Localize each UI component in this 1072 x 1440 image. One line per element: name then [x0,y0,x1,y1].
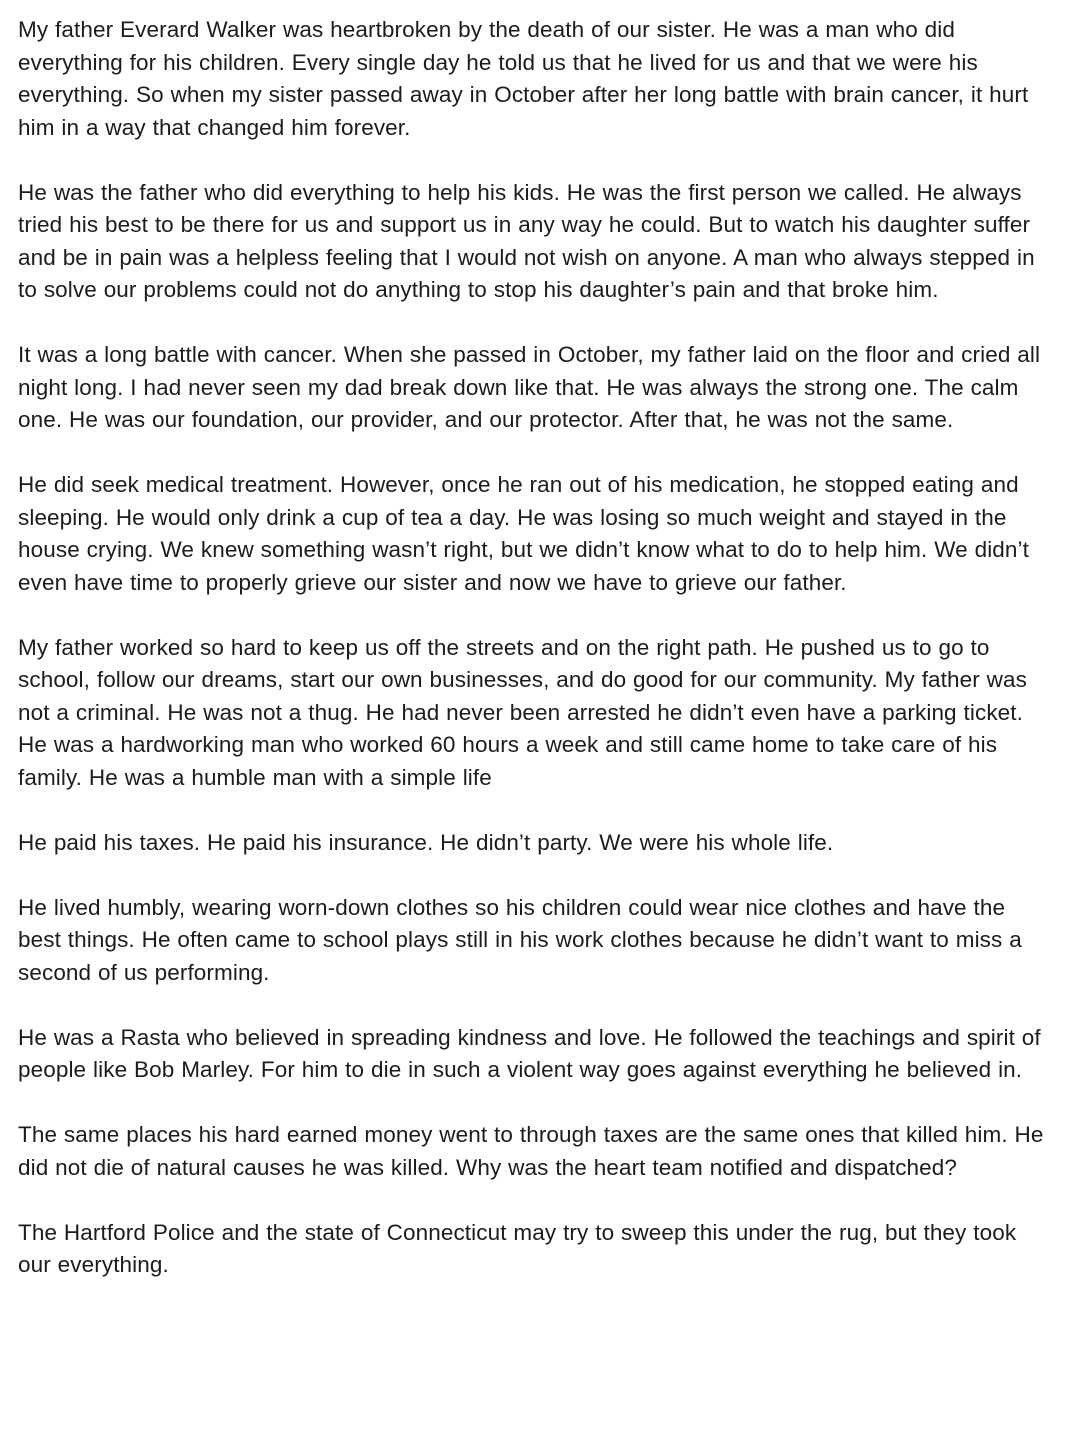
paragraph: He was the father who did everything to help his kids. He was the first person we called. He always tried his best to be there for us and support us in any way he could. But to watch his daughter suffer and be in pain was a helpless feeling that I would not wish on anyone. A man who always stepped in to solve our problems could not do anything to stop his daughter’s pain and that broke him. [18,179,1035,302]
document-body [18,14,1054,1282]
paragraph: The Hartford Police and the state of Connecticut may try to sweep this under the rug, but they took our everything. [18,1219,1017,1277]
paragraph: It was a long battle with cancer. When she passed in October, my father laid on the floor and cried all night long. I had never seen my dad break down like that. He was always the strong one. The calm one. He was our foundation, our provider, and our protector. After that, he was not the same. [18,342,1041,432]
paragraph: My father worked so hard to keep us off the streets and on the right path. He pushed us to go to school, follow our dreams, start our own businesses, and do good for our community. My father was not a criminal. He was not a thug. He had never been arrested he didn’t even have a parking ticket. He was a hardworking man who worked 60 hours a week and still came home to take care of his family. He was a humble man with a simple life [18,634,1027,790]
paragraph: My father Everard Walker was heartbroken by the death of our sister. He was a man who did everything for his children. Every single day he told us that he lived for us and that we were his everything. So when my sister passed away in October after her long battle with brain cancer, it hurt him in a way that changed him forever. [18,17,1029,140]
paragraph: He was a Rasta who believed in spreading kindness and love. He followed the teachings and spirit of people like Bob Marley. For him to die in such a violent way goes against everything he believed in. [18,1024,1041,1082]
paragraph: He lived humbly, wearing worn-down clothes so his children could wear nice clothes and have the best things. He often came to school plays still in his work clothes because he didn’t want to miss a second of us performing. [18,894,1022,985]
paragraph: He paid his taxes. He paid his insurance. He didn’t party. We were his whole life. [18,829,834,855]
paragraph: The same places his hard earned money went to through taxes are the same ones that killed him. He did not die of natural causes he was killed. Why was the heart team notified and dispatched? [18,1122,1044,1180]
paragraph: He did seek medical treatment. However, once he ran out of his medication, he stopped eating and sleeping. He would only drink a cup of tea a day. He was losing so much weight and stayed in the house crying. We knew something wasn’t right, but we didn’t know what to do to help him. We didn’t even have time to properly grieve our sister and now we have to grieve our father. [18,472,1029,595]
